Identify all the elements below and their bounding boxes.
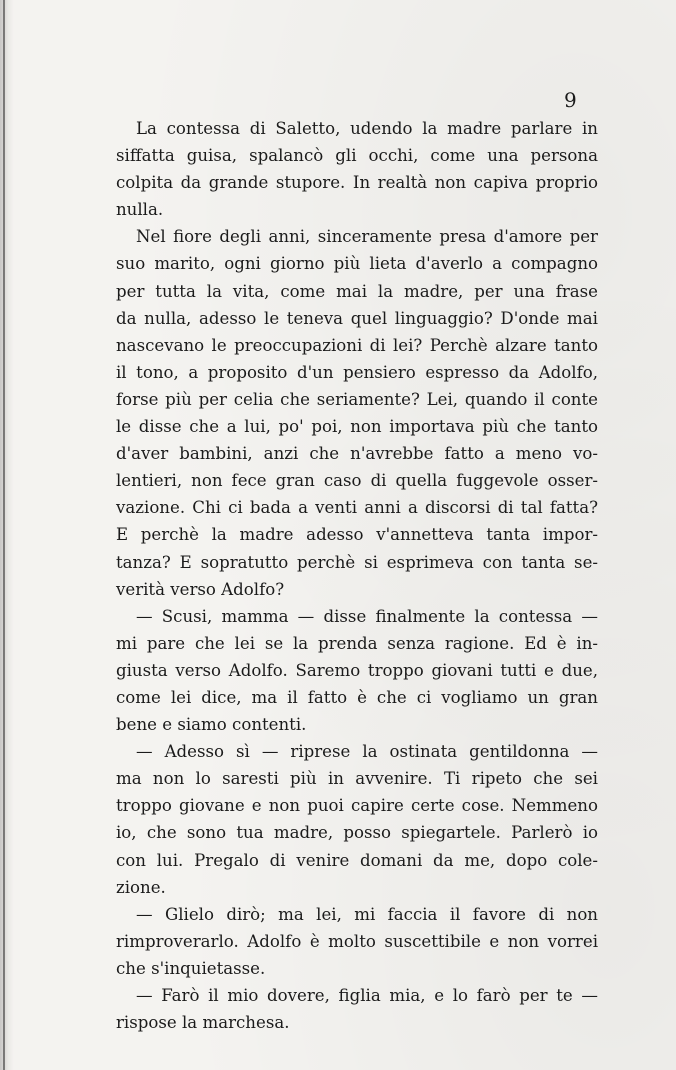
text-line: come lei dice, ma il fatto è che ci vogliamo un gran xyxy=(116,687,598,707)
text-line: nascevano le preoccupazioni di lei? Perchè alzare tanto xyxy=(116,335,598,355)
text-line: — Farò il mio dovere, figlia mia, e lo farò per te — xyxy=(136,986,598,1005)
text-line: Nel fiore degli anni, sinceramente presa d'amore per xyxy=(136,227,598,247)
text-line: E perchè la madre adesso v'annetteva tanta impor- xyxy=(116,525,598,545)
text-line: troppo giovane e non puoi capire certe cose. Nemmeno xyxy=(116,796,598,816)
text-line: rispose la marchesa. xyxy=(116,1013,290,1033)
page-binding-edge xyxy=(3,0,5,1070)
text-line: lentieri, non fece gran caso di quella fuggevole osser- xyxy=(116,471,598,491)
text-line: per tutta la vita, come mai la madre, per una frase xyxy=(116,281,598,301)
text-line: colpita da grande stupore. In realtà non capiva proprio xyxy=(116,173,598,193)
text-line: il tono, a proposito d'un pensiero espresso da Adolfo, xyxy=(116,362,598,382)
text-line: — Adesso sì — riprese la ostinata gentildonna — xyxy=(136,742,598,762)
text-line: ma non lo saresti più in avvenire. Ti ripeto che sei xyxy=(116,769,598,789)
page-number: 9 xyxy=(564,88,577,112)
text-line: verità verso Adolfo? xyxy=(116,579,285,599)
text-line: suo marito, ogni giorno più lieta d'averlo a compagno xyxy=(116,254,598,274)
text-line: io, che sono tua madre, posso spiegartele. Parlerò io xyxy=(116,823,598,843)
text-line: d'aver bambini, anzi che n'avrebbe fatto a meno vo- xyxy=(116,444,598,464)
text-line: zione. xyxy=(116,877,166,897)
text-line: con lui. Pregalo di venire domani da me, dopo cole- xyxy=(116,850,598,870)
text-line: mi pare che lei se la prenda senza ragione. Ed è in- xyxy=(116,633,598,653)
text-line: forse più per celia che seriamente? Lei, quando il conte xyxy=(116,389,598,409)
text-line: — Glielo dirò; ma lei, mi faccia il favore di non xyxy=(136,904,598,924)
body-text xyxy=(116,115,598,1036)
text-line: bene e siamo contenti. xyxy=(116,715,307,735)
text-line: rimproverarlo. Adolfo è molto suscettibile e non vorrei xyxy=(116,931,598,951)
text-line: La contessa di Saletto, udendo la madre parlare in xyxy=(136,119,598,138)
text-line: che s'inquietasse. xyxy=(116,958,266,978)
text-line: vazione. Chi ci bada a venti anni a discorsi di tal fatta? xyxy=(116,498,598,518)
text-line: giusta verso Adolfo. Saremo troppo giovani tutti e due, xyxy=(116,660,598,680)
text-line: — Scusi, mamma — disse finalmente la contessa — xyxy=(136,606,598,626)
text-line: tanza? E sopratutto perchè si esprimeva con tanta se- xyxy=(116,552,598,572)
text-line: le disse che a lui, po' poi, non importava più che tanto xyxy=(116,417,598,437)
text-line: nulla. xyxy=(116,200,164,220)
text-line: da nulla, adesso le teneva quel linguaggio? D'onde mai xyxy=(116,308,598,328)
text-line: siffatta guisa, spalancò gli occhi, come una persona xyxy=(116,146,598,166)
